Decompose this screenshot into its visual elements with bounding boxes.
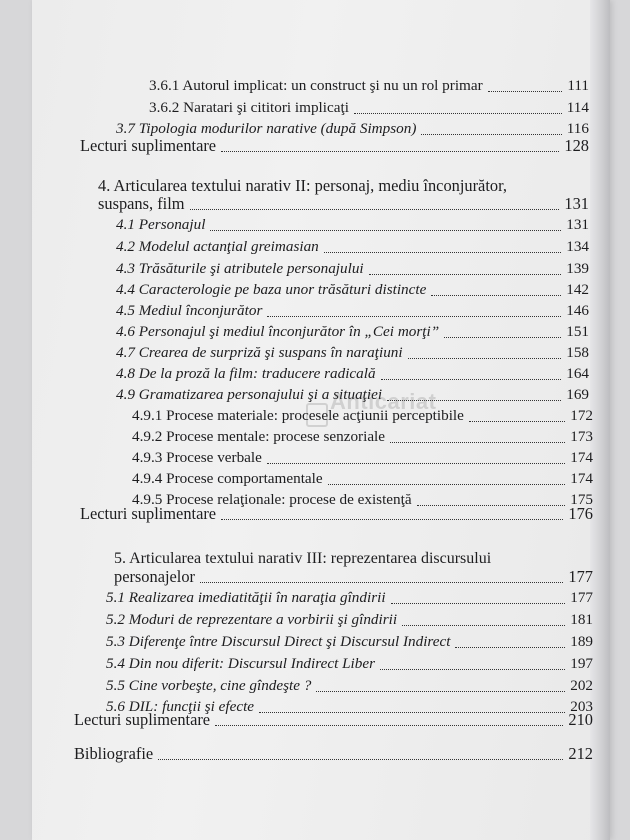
- toc-entry: [106, 633, 593, 651]
- dot-leader: [369, 271, 562, 275]
- toc-entry-title: 5.4 Din nou diferit: Discursul Indirect Liber: [106, 655, 375, 672]
- dot-leader: [221, 516, 563, 520]
- toc-entry-title: 5.6 DIL: funcţii şi efecte: [106, 698, 255, 715]
- toc-entry-page: 175: [570, 491, 593, 508]
- toc-entry-title: 4.7 Crearea de surpriză şi suspans în naraţiuni: [116, 344, 403, 361]
- toc-entry-title: 3.6.1 Autorul implicat: un construct şi nu un rol primar: [149, 77, 483, 94]
- dot-leader: [381, 376, 562, 380]
- dot-leader: [158, 756, 563, 760]
- dot-leader: [328, 481, 566, 485]
- toc-entry: [132, 470, 593, 488]
- toc-entry: [149, 77, 589, 95]
- dot-leader: [316, 688, 565, 692]
- dot-leader: [324, 249, 561, 253]
- toc-entry-title: 4.9 Gramatizarea personajului şi a situaţiei: [116, 386, 383, 403]
- toc-entry-page: 169: [566, 386, 589, 403]
- toc-entry-title: 4.2 Modelul actanţial greimasian: [116, 238, 319, 255]
- dot-leader: [408, 355, 562, 359]
- toc-entry: [106, 655, 593, 673]
- toc-entry-title: 3.7 Tipologia modurilor narative (după Simpson): [116, 120, 417, 137]
- toc-entry-title: Lecturi suplimentare: [74, 710, 211, 729]
- toc-entry: [116, 344, 589, 362]
- toc-entry: [74, 711, 593, 729]
- toc-entry-title: suspans, film: [98, 194, 185, 213]
- toc-entry-title: 4.1 Personajul: [116, 216, 206, 233]
- toc-entry-page: 212: [568, 744, 593, 763]
- toc-entry-page: 176: [568, 504, 593, 523]
- toc-entry-page: 151: [566, 323, 589, 340]
- toc-entry-title: 4.9.5 Procese relaţionale: procese de existenţă: [132, 491, 412, 508]
- toc-entry-page: 146: [566, 302, 589, 319]
- page-edge: [590, 0, 610, 840]
- toc-entry: [132, 449, 593, 467]
- toc-entry-page: 158: [566, 344, 589, 361]
- toc-entry: [114, 568, 593, 586]
- toc-entry: [116, 216, 589, 234]
- toc-entry-page: 203: [570, 698, 593, 715]
- toc-entry-title: 4.8 De la proză la film: traducere radicală: [116, 365, 376, 382]
- dot-leader: [421, 131, 561, 135]
- toc-entry-title: 4.9.2 Procese mentale: procese senzoriale: [132, 428, 386, 445]
- book-page: [32, 0, 610, 840]
- chapter-4-title: 4. Articularea textului narativ II: personaj, mediu înconjurător,: [98, 176, 507, 195]
- toc-entry-title: 5.1 Realizarea imediatităţii în naraţia gîndirii: [106, 589, 386, 606]
- toc-entry-title: Lecturi suplimentare: [80, 504, 217, 523]
- dot-leader: [455, 644, 565, 648]
- toc-entry-page: 189: [570, 633, 593, 650]
- toc-entry: [80, 505, 593, 523]
- toc-entry: [106, 677, 593, 695]
- toc-entry-title: personajelor: [114, 567, 196, 586]
- dot-leader: [215, 722, 563, 726]
- dot-leader: [267, 460, 565, 464]
- toc-entry-page: 210: [568, 710, 593, 729]
- toc-entry-page: 202: [570, 677, 593, 694]
- chapter-5-title: 5. Articularea textului narativ III: reprezentarea discursului: [114, 550, 492, 567]
- toc-entry-page: 173: [570, 428, 593, 445]
- toc-entry: [116, 281, 589, 299]
- toc-entry: [149, 99, 589, 117]
- toc-entry-title: Bibliografie: [74, 744, 154, 763]
- toc-entry-page: 131: [566, 216, 589, 233]
- toc-entry-page: 174: [570, 470, 593, 487]
- toc-entry-page: 131: [564, 194, 589, 213]
- watermark: [288, 385, 437, 449]
- dot-leader: [221, 148, 559, 152]
- toc-entry: [116, 365, 589, 383]
- toc-entry-title: 4.3 Trăsăturile şi atributele personajului: [116, 260, 364, 277]
- dot-leader: [210, 227, 561, 231]
- toc-entry-page: 172: [570, 407, 593, 424]
- dot-leader: [402, 622, 565, 626]
- dot-leader: [200, 579, 563, 583]
- toc-entry-page: 134: [566, 238, 589, 255]
- toc-entry-title: 4.9.1 Procese materiale: procesele acţiunii perceptibile: [132, 407, 464, 424]
- toc-entry: [98, 195, 589, 213]
- toc-entry: [116, 260, 589, 278]
- toc-entry-title: 4.4 Caracterologie pe baza unor trăsături distincte: [116, 281, 427, 298]
- toc-entry-title: 4.5 Mediul înconjurător: [116, 302, 263, 319]
- watermark-text: Anticariat: [330, 389, 437, 414]
- toc-entry: [106, 611, 593, 629]
- toc-entry-title: 5.2 Moduri de reprezentare a vorbirii şi gîndirii: [106, 611, 398, 628]
- toc-entry: [80, 137, 589, 155]
- dot-leader: [354, 110, 562, 114]
- dot-leader: [391, 600, 566, 604]
- toc-entry-title: 3.6.2 Naratari şi cititori implicaţi: [149, 99, 349, 116]
- toc-entry: [116, 302, 589, 320]
- dot-leader: [190, 206, 560, 210]
- toc-entry-page: 116: [566, 120, 589, 137]
- toc-entry-page: 177: [568, 567, 593, 586]
- toc-entry-page: 164: [566, 365, 589, 382]
- toc-entry-title: 5.3 Diferenţe între Discursul Direct şi Discursul Indirect: [106, 633, 451, 650]
- toc-entry-page: 111: [567, 77, 589, 94]
- watermark-book-icon: [306, 403, 328, 427]
- toc-entry-page: 139: [566, 260, 589, 277]
- dot-leader: [267, 313, 561, 317]
- dot-leader: [469, 418, 565, 422]
- toc-entry-page: 142: [566, 281, 589, 298]
- toc-entry-title: 5.5 Cine vorbeşte, cine gîndeşte ?: [106, 677, 312, 694]
- toc-entry-page: 128: [564, 136, 589, 155]
- toc-entry: [106, 589, 593, 607]
- toc-entry: [116, 238, 589, 256]
- toc-entry-title: Lecturi suplimentare: [80, 136, 217, 155]
- toc-entry-page: 114: [566, 99, 589, 116]
- dot-leader: [444, 334, 561, 338]
- dot-leader: [431, 292, 561, 296]
- dot-leader: [380, 666, 565, 670]
- toc-entry-title: 4.9.3 Procese verbale: [132, 449, 262, 466]
- toc-entry-page: 197: [570, 655, 593, 672]
- toc-entry: [74, 745, 593, 763]
- toc-entry: [116, 323, 589, 341]
- toc-entry-page: 177: [570, 589, 593, 606]
- toc-entry-title: 4.9.4 Procese comportamentale: [132, 470, 323, 487]
- toc-entry-title: 4.6 Personajul şi mediul înconjurător în „Cei morţi”: [116, 323, 440, 340]
- dot-leader: [488, 88, 562, 92]
- toc-entry-page: 174: [570, 449, 593, 466]
- toc-entry-page: 181: [570, 611, 593, 628]
